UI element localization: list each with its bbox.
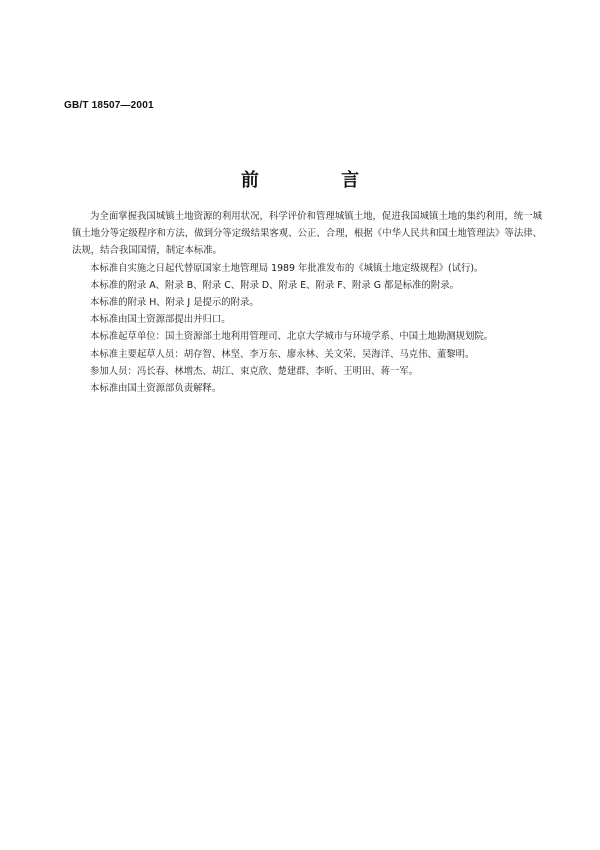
paragraph-proposer: 本标准由国土资源部提出并归口。: [90, 314, 231, 326]
paragraph-drafting-units: 本标准起草单位：国土资源部土地利用管理司、北京大学城市与环境学系、中国土地勘测规划院。: [90, 331, 494, 343]
paragraph-main-drafters: 本标准主要起草人员：胡存智、林坚、李万东、廖永林、关文荣、吴海洋、马克伟、董黎明。: [90, 348, 475, 360]
paragraph-normative-annexes: 本标准的附录 A、附录 B、附录 C、附录 D、附录 E、附录 F、附录 G 都是标准的附录。: [90, 279, 460, 291]
paragraph-replacement: 本标准自实施之日起代替原国家土地管理局 1989 年批准发布的《城镇土地定级规程》(试行)。: [90, 262, 484, 274]
page-title: 前 言: [240, 170, 398, 191]
foreword-body: [72, 208, 542, 397]
paragraph-participants: 参加人员：冯长春、林增杰、胡江、束克欣、楚建群、李昕、王明田、蒋一军。: [90, 365, 419, 377]
paragraph-informative-annexes: 本标准的附录 H、附录 J 是提示的附录。: [90, 297, 259, 309]
paragraph-purpose: 为全面掌握我国城镇土地资源的利用状况，科学评价和管理城镇土地，促进我国城镇土地的集约利用，统一城镇土地分等定级程序和方法，做到分等定级结果客观、公正、合理，根据《中华人民共和国土地管理法》等法律、法规，结合我国国情，制定本标准。: [72, 211, 542, 257]
paragraph-interpretation: 本标准由国土资源部负责解释。: [90, 383, 222, 395]
standard-code: GB/T 18507—2001: [64, 100, 154, 111]
